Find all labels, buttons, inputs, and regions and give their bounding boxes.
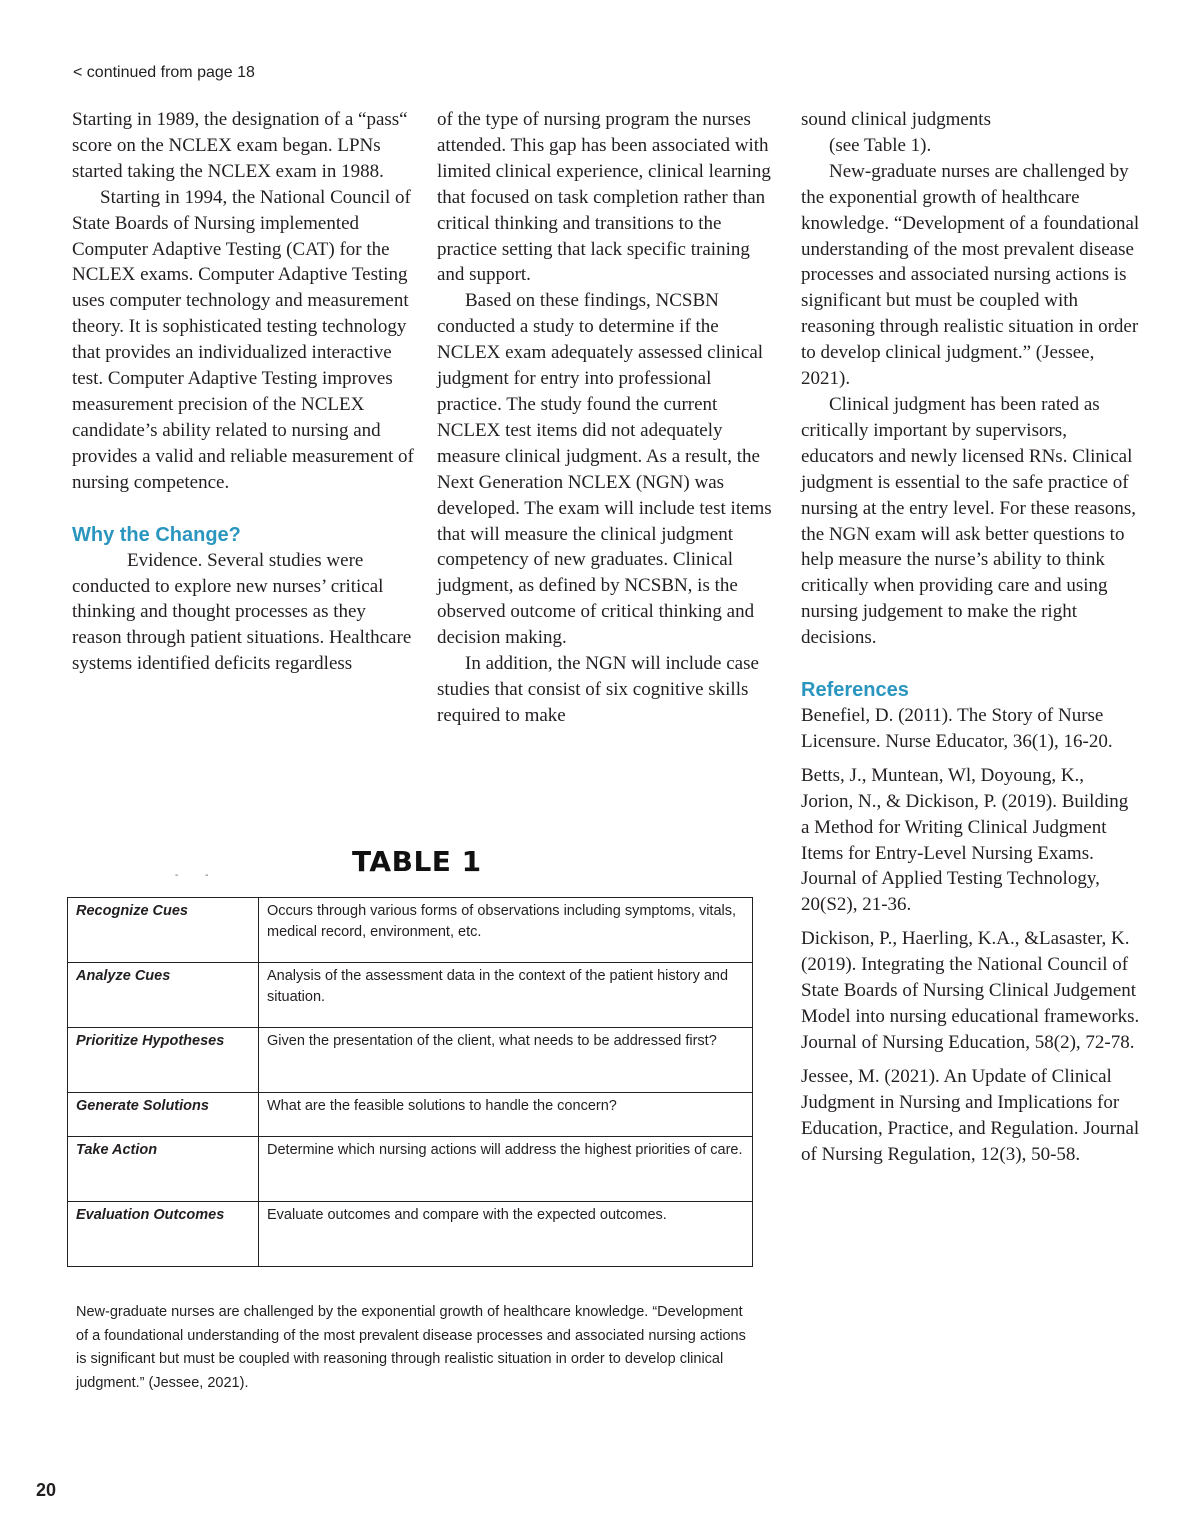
section-heading-why-the-change: Why the Change?	[72, 523, 241, 546]
paragraph: Starting in 1989, the designation of a “pass“ score on the NCLEX exam began. LPNs started taking the NCLEX exam in 1988.	[72, 109, 408, 182]
column-3	[801, 107, 1141, 1167]
table-cell-description: Occurs through various forms of observations including symptoms, vitals, medical record, environment, etc.	[259, 898, 753, 963]
table-cell-description: What are the feasible solutions to handle the concern?	[259, 1093, 753, 1137]
column-2	[437, 107, 775, 729]
table-cell-step: Analyze Cues	[68, 963, 259, 1028]
reference-item: Betts, J., Muntean, Wl, Doyoung, K., Jorion, N., & Dickison, P. (2019). Building a Method for Writing Clinical Judgment Items for Entry-Level Nursing Exams. Journal of Applied Testing Technology, 20(S2), 21-36.	[801, 764, 1129, 916]
paragraph: Based on these findings, NCSBN conducted a study to determine if the NCLEX exam adequately assessed clinical judgment for entry into professional practice. The study found the current NCLEX test items did not adequately measure clinical judgment. As a result, the Next Generation NCLEX (NGN) was developed. The exam will include test items that will measure the clinical judgment competency of new graduates. Clinical judgment, as defined by NCSBN, is the observed outcome of critical thinking and decision making.	[437, 290, 772, 649]
column-1	[72, 107, 417, 677]
reference-item: Jessee, M. (2021). An Update of Clinical Judgment in Nursing and Implications for Education, Practice, and Regulation. Journal of Nursing Regulation, 12(3), 50-58.	[801, 1065, 1140, 1165]
table-cell-description: Evaluate outcomes and compare with the expected outcomes.	[259, 1202, 753, 1267]
table-note: New-graduate nurses are challenged by the exponential growth of healthcare knowledge. “Development of a foundational understanding of the most prevalent disease processes and associated nursing actions is significant but must be coupled with reasoning through realistic situation in order to develop clinical judgment.” (Jessee, 2021).	[76, 1304, 746, 1391]
table-cell-description: Given the presentation of the client, what needs to be addressed first?	[259, 1028, 753, 1093]
references-heading: References	[801, 679, 909, 702]
paragraph: of the type of nursing program the nurses attended. This gap has been associated with limited clinical experience, clinical learning that focused on task completion rather than critical thinking and transitions to the practice setting that lack specific training and support.	[437, 109, 771, 286]
reference-item: Dickison, P., Haerling, K.A., &Lasaster, K. (2019). Integrating the National Council of State Boards of Nursing Clinical Judgement Model into nursing educational frameworks. Journal of Nursing Education, 58(2), 72-78.	[801, 928, 1140, 1053]
table-row	[68, 1093, 753, 1137]
table-cell-step: Take Action	[68, 1137, 259, 1202]
table-cell-step: Generate Solutions	[68, 1093, 259, 1137]
table-row	[68, 1137, 753, 1202]
table-row	[68, 1028, 753, 1093]
table-cell-step: Evaluation Outcomes	[68, 1202, 259, 1267]
table-row	[68, 898, 753, 963]
table-row	[68, 963, 753, 1028]
table-cell-step: Recognize Cues	[68, 898, 259, 963]
table-title: TABLE 1	[352, 845, 482, 878]
paragraph: sound clinical judgments	[801, 109, 991, 130]
paragraph: New-graduate nurses are challenged by the exponential growth of healthcare knowledge. “Development of a foundational understanding of the most prevalent disease processes and associated nursing actions is significant but must be coupled with reasoning through realistic situation in order to develop clinical judgment.” (Jessee, 2021).	[801, 160, 1140, 390]
table-cell-description: Analysis of the assessment data in the context of the patient history and situation.	[259, 963, 753, 1028]
clinical-judgment-table	[67, 897, 753, 1267]
stray-marks: - -	[175, 870, 221, 881]
page-number: 20	[36, 1480, 57, 1500]
table-row	[68, 1202, 753, 1267]
paragraph: (see Table 1).	[829, 134, 932, 156]
table-cell-step: Prioritize Hypotheses	[68, 1028, 259, 1093]
paragraph: Starting in 1994, the National Council of State Boards of Nursing implemented Computer Adaptive Testing (CAT) for the NCLEX exams. Computer Adaptive Testing uses computer technology and measurement theory. It is sophisticated testing technology that provides an individualized interactive test. Computer Adaptive Testing improves measurement precision of the NCLEX candidate’s ability related to nursing and provides a valid and reliable measurement of nursing competence.	[72, 186, 414, 493]
paragraph: Evidence. Several studies were conducted to explore new nurses’ critical thinking and thought processes as they reason through patient situations. Healthcare systems identified deficits regardless	[72, 549, 412, 675]
table-cell-description: Determine which nursing actions will address the highest priorities of care.	[259, 1137, 753, 1202]
paragraph: In addition, the NGN will include case studies that consist of six cognitive skills required to make	[437, 653, 759, 726]
continued-from-label: < continued from page 18	[73, 64, 255, 81]
reference-item: Benefiel, D. (2011). The Story of Nurse Licensure. Nurse Educator, 36(1), 16-20.	[801, 705, 1113, 752]
paragraph: Clinical judgment has been rated as critically important by supervisors, educators and newly licensed RNs. Clinical judgment is essential to the safe practice of nursing at the entry level. For these reasons, the NGN exam will ask better questions to help measure the nurse’s ability to think critically when providing care and using nursing judgement to make the right decisions.	[801, 393, 1137, 649]
